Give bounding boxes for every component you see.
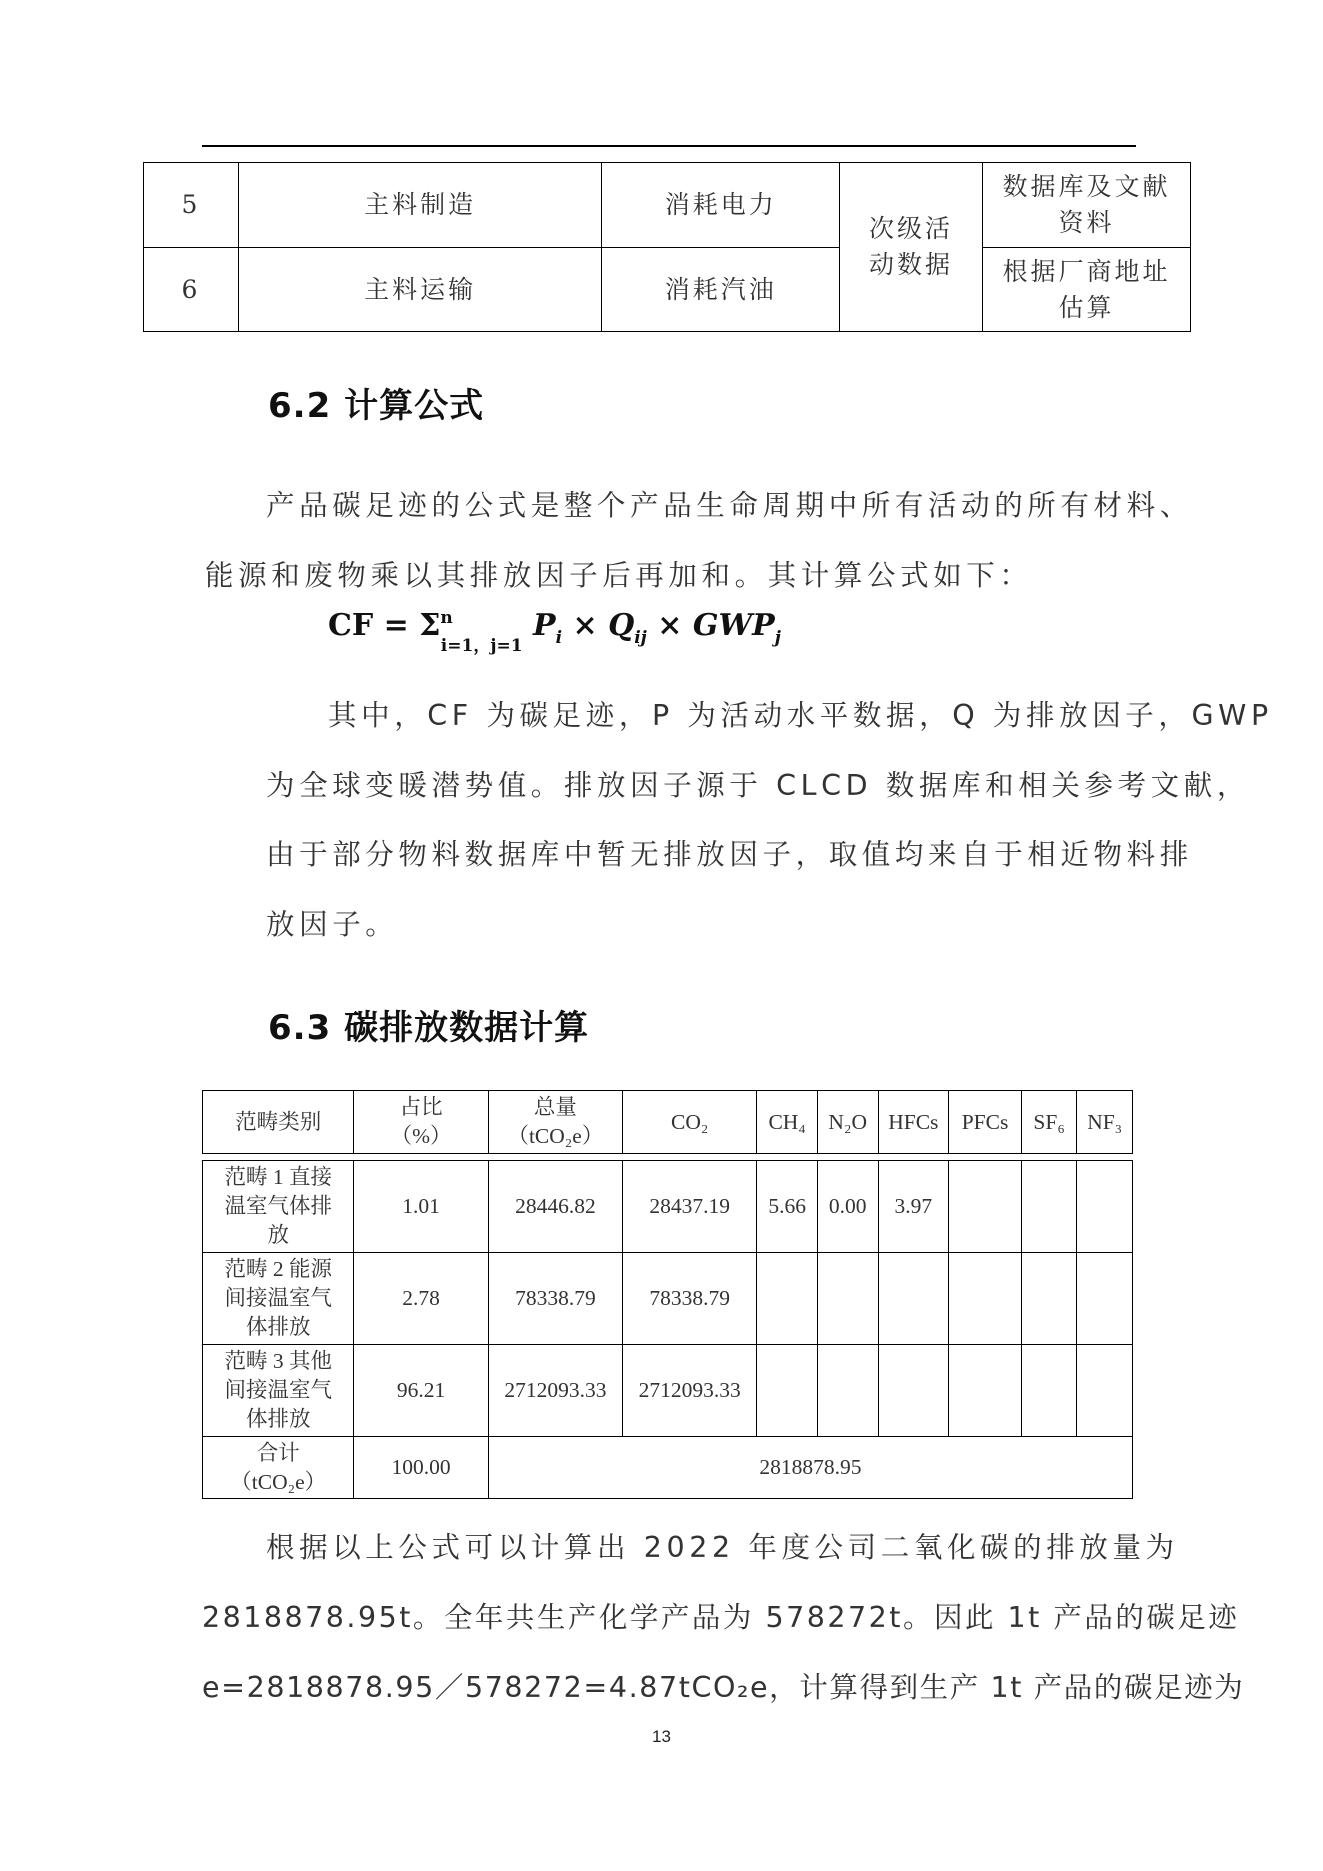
- formula-gwp: × GWP: [646, 608, 775, 643]
- n2o-cell: 0.00: [817, 1161, 878, 1253]
- ch4-cell: [757, 1345, 818, 1437]
- header-text: 占比（%）: [390, 1095, 452, 1148]
- header-cell: HFCs: [878, 1091, 949, 1154]
- paragraph-line: e=2818878.95／578272=4.87tCO₂e，计算得到生产 1t 产品的碳足迹为: [202, 1671, 1245, 1704]
- header-text: 总量（tCO₂e）: [507, 1095, 604, 1148]
- category-cell: [203, 1161, 354, 1253]
- hfcs-cell: [878, 1253, 949, 1345]
- nf3-cell: [1077, 1253, 1133, 1345]
- formula-p: P: [533, 608, 556, 643]
- hfcs-cell: [878, 1345, 949, 1437]
- total-cell: 78338.79: [488, 1253, 622, 1345]
- n2o-cell: [817, 1345, 878, 1437]
- sf6-cell: [1021, 1345, 1077, 1437]
- formula-gwp-sub: j: [774, 628, 781, 648]
- header-cell: [354, 1091, 488, 1154]
- data-type-cell: [840, 163, 983, 332]
- item-cell: 主料运输: [238, 248, 602, 332]
- paragraph-line: 放因子。: [266, 908, 399, 941]
- co2-cell: 2712093.33: [623, 1345, 757, 1437]
- consumption-cell: 消耗汽油: [602, 248, 840, 332]
- header-cell: [488, 1091, 622, 1154]
- ch4-cell: [757, 1253, 818, 1345]
- category-cell: [203, 1253, 354, 1345]
- row-number: 6: [144, 248, 239, 332]
- n2o-cell: [817, 1253, 878, 1345]
- section-heading-6-3: 6.3 碳排放数据计算: [268, 1008, 590, 1048]
- total-cell: 28446.82: [488, 1161, 622, 1253]
- formula-lhs: CF = Σ: [328, 608, 441, 643]
- category-text: 范畴 3 其他间接温室气体排放: [224, 1349, 332, 1431]
- paragraph-line: 产品碳足迹的公式是整个产品生命周期中所有活动的所有材料、: [266, 489, 1193, 522]
- consumption-cell: 消耗电力: [602, 163, 840, 248]
- nf3-cell: [1077, 1161, 1133, 1253]
- total-label-cell: [203, 1437, 354, 1499]
- data-source-table: [143, 162, 1191, 332]
- section-heading-6-2: 6.2 计算公式: [268, 386, 485, 426]
- nf3-cell: [1077, 1345, 1133, 1437]
- paragraph-line: 根据以上公式可以计算出 2022 年度公司二氧化碳的排放量为: [266, 1531, 1179, 1564]
- pfcs-cell: [949, 1253, 1022, 1345]
- table-row: [203, 1345, 1133, 1437]
- category-cell: [203, 1345, 354, 1437]
- total-value-cell: 2818878.95: [488, 1437, 1132, 1499]
- paragraph-line: 能源和废物乘以其排放因子后再加和。其计算公式如下：: [205, 559, 1033, 592]
- table-row: [203, 1161, 1133, 1253]
- page-number: 13: [652, 1727, 671, 1746]
- item-cell: 主料制造: [238, 163, 602, 248]
- paragraph-line: 2818878.95t。全年共生产化学产品为 578272t。因此 1t 产品的碳足迹: [202, 1601, 1240, 1634]
- formula-p-sub: i: [555, 628, 563, 648]
- header-cell: CH₄: [757, 1091, 818, 1154]
- hfcs-cell: 3.97: [878, 1161, 949, 1253]
- source-cell: [983, 163, 1191, 248]
- header-cell: 范畴类别: [203, 1091, 354, 1154]
- category-text: 范畴 2 能源间接温室气体排放: [224, 1257, 332, 1339]
- co2-cell: 28437.19: [623, 1161, 757, 1253]
- pfcs-cell: [949, 1161, 1022, 1253]
- co2-cell: 78338.79: [623, 1253, 757, 1345]
- header-cell: CO₂: [623, 1091, 757, 1154]
- row-number: 5: [144, 163, 239, 248]
- formula-sub: i=1，j=1: [440, 636, 523, 656]
- header-cell: SF₆: [1021, 1091, 1077, 1154]
- total-cell: 2712093.33: [488, 1345, 622, 1437]
- formula-q-sub: ij: [634, 628, 647, 648]
- formula-q: × Q: [562, 608, 635, 643]
- header-cell: PFCs: [949, 1091, 1022, 1154]
- pct-cell: 2.78: [354, 1253, 488, 1345]
- sf6-cell: [1021, 1161, 1077, 1253]
- category-text: 范畴 1 直接温室气体排放: [224, 1165, 332, 1247]
- formula-sup: n: [440, 608, 453, 628]
- ch4-cell: 5.66: [757, 1161, 818, 1253]
- pct-cell: 96.21: [354, 1345, 488, 1437]
- table-header-row: [203, 1091, 1133, 1154]
- header-cell: N₂O: [817, 1091, 878, 1154]
- source-text: 根据厂商地址估算: [1002, 256, 1171, 322]
- header-gap: [203, 1154, 1133, 1161]
- paragraph-line: 其中，CF 为碳足迹，P 为活动水平数据，Q 为排放因子，GWP: [328, 699, 1273, 732]
- header-rule: [202, 145, 1136, 147]
- table-row: [144, 248, 1191, 332]
- table-row: [144, 163, 1191, 248]
- paragraph-line: 由于部分物料数据库中暂无排放因子，取值均来自于相近物料排: [266, 838, 1193, 871]
- pct-cell: 1.01: [354, 1161, 488, 1253]
- total-label-text: 合计（tCO₂e）: [230, 1440, 327, 1494]
- paragraph-line: 为全球变暖潜势值。排放因子源于 CLCD 数据库和相关参考文献，: [266, 769, 1250, 802]
- carbon-footprint-formula: [328, 608, 781, 656]
- source-text: 数据库及文献资料: [1002, 172, 1171, 237]
- source-cell: [983, 248, 1191, 332]
- pfcs-cell: [949, 1345, 1022, 1437]
- table-row: [203, 1253, 1133, 1345]
- header-cell: NF₃: [1077, 1091, 1133, 1154]
- sf6-cell: [1021, 1253, 1077, 1345]
- emissions-table: [202, 1090, 1133, 1499]
- total-pct-cell: 100.00: [354, 1437, 488, 1499]
- total-row: [203, 1437, 1133, 1499]
- data-type-text: 次级活动数据: [869, 214, 954, 279]
